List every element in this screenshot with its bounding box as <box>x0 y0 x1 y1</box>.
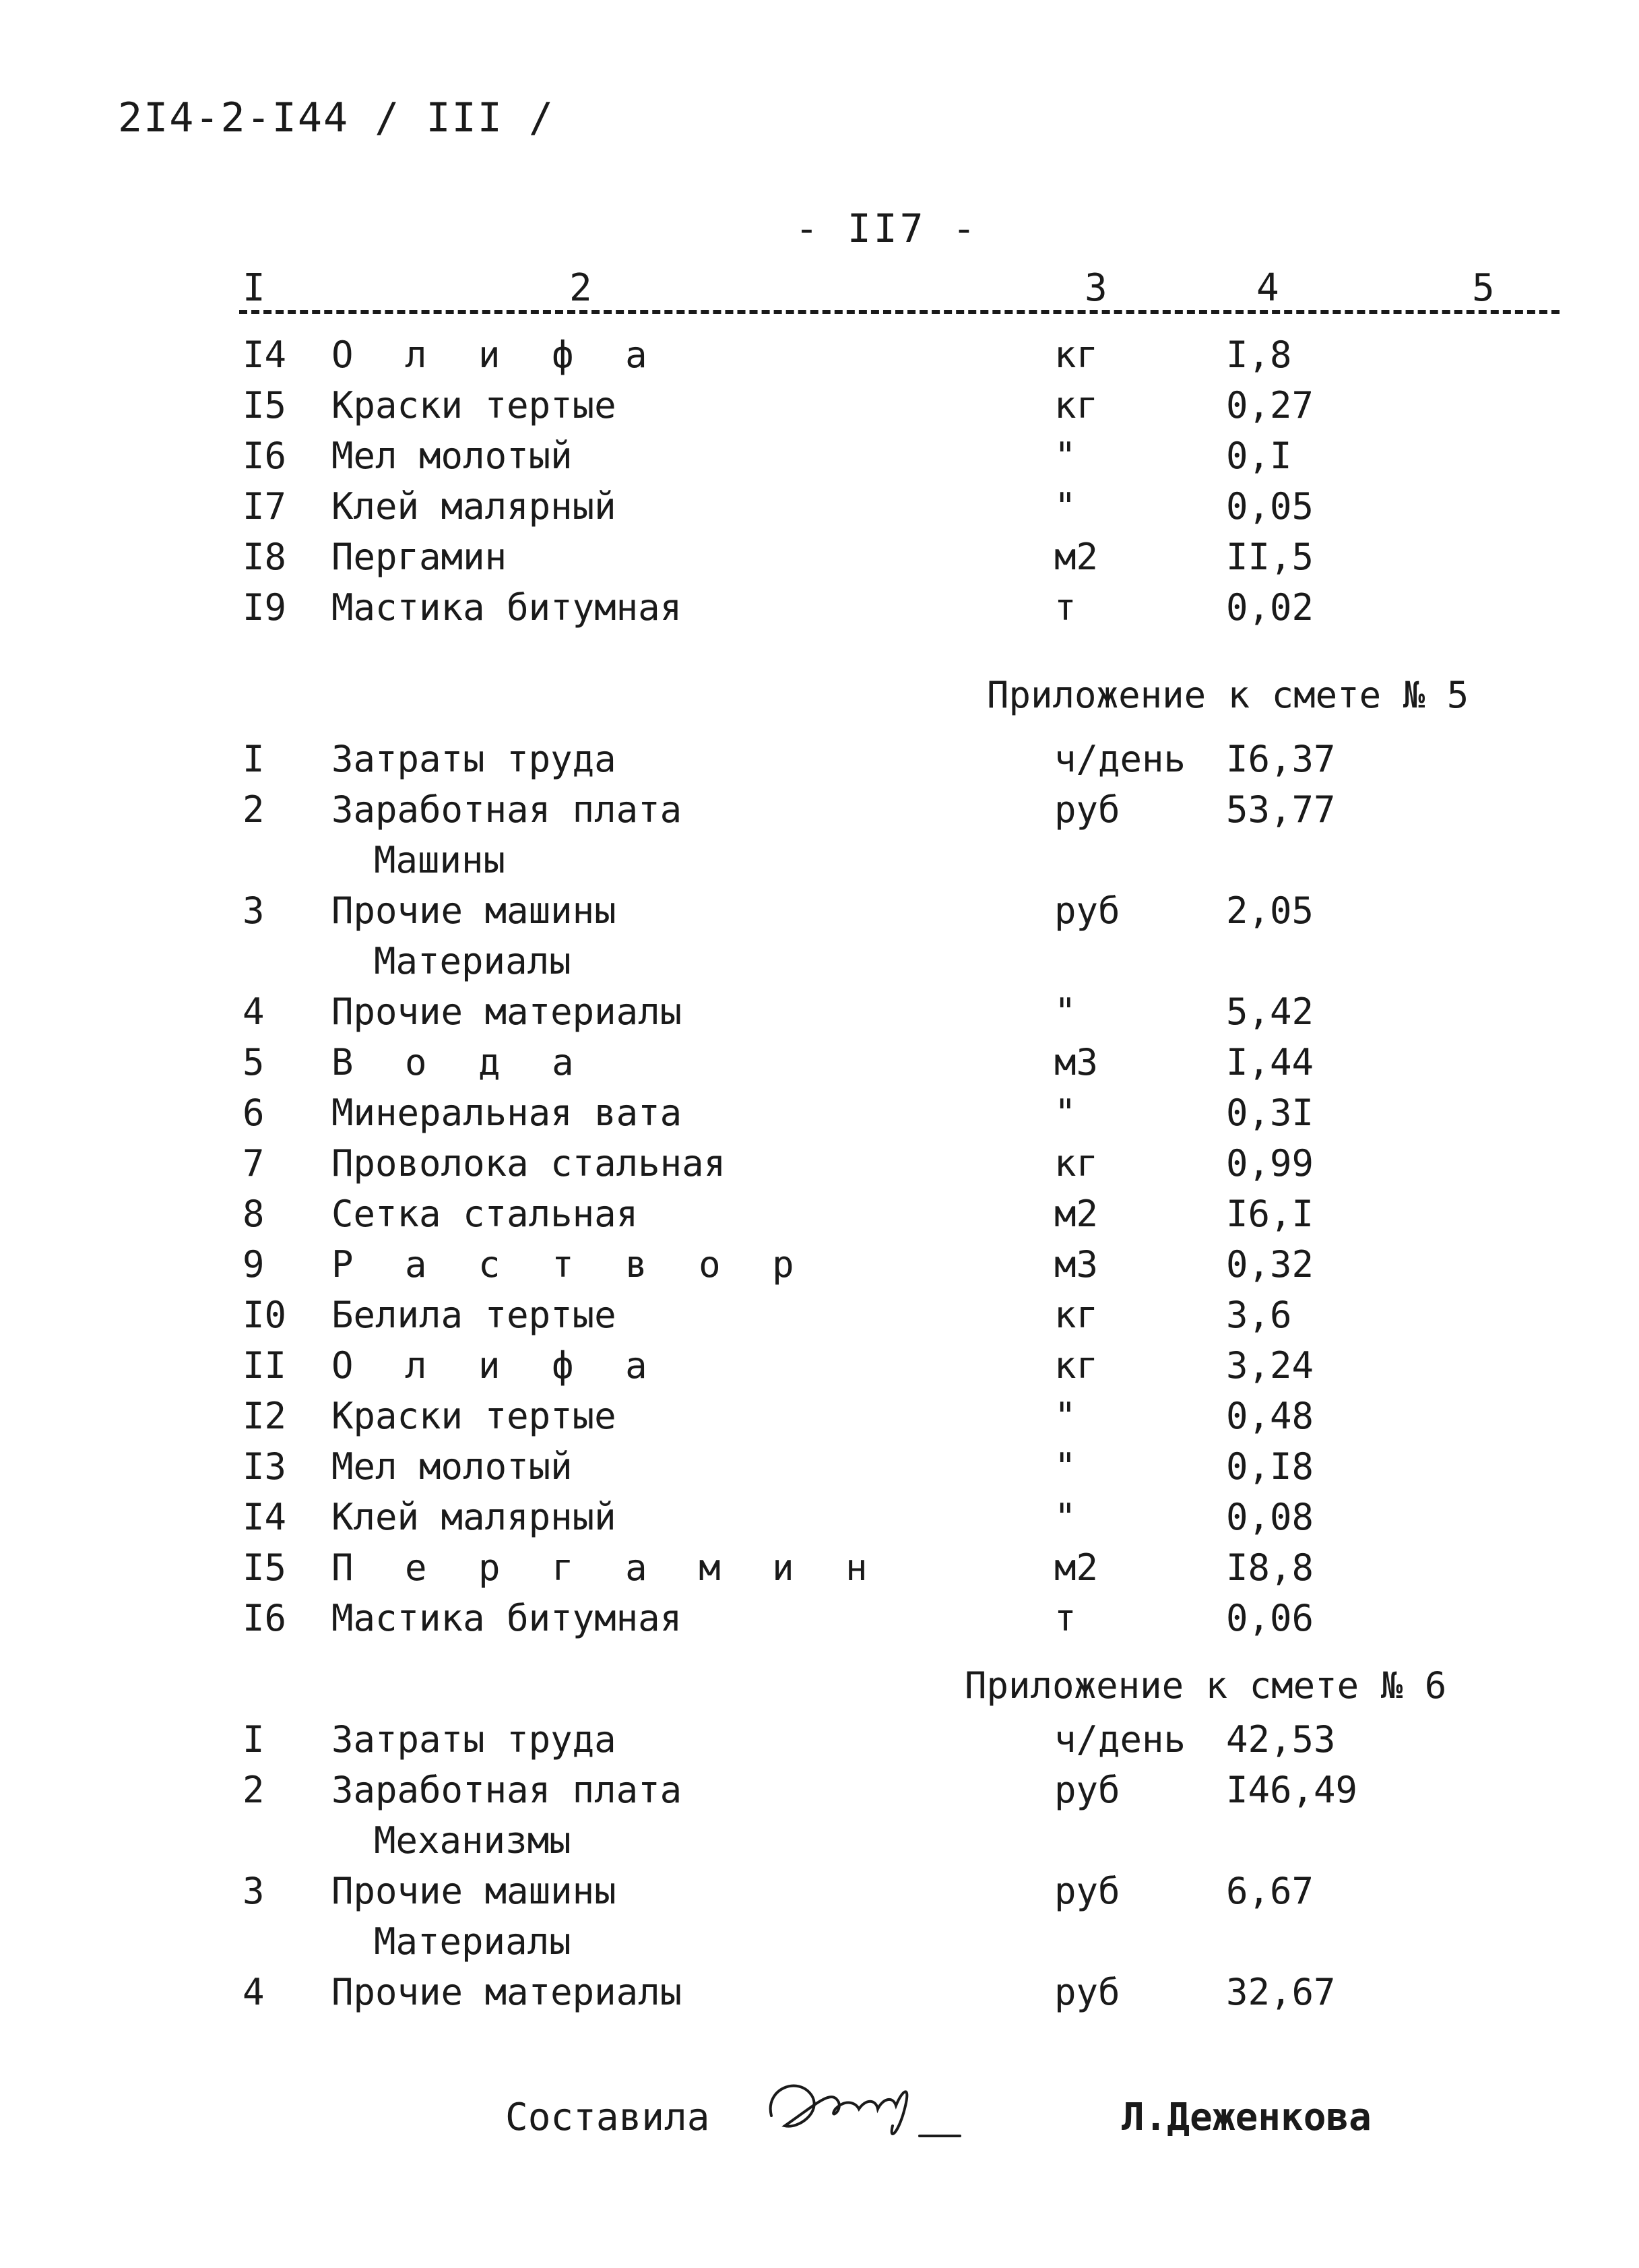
row-number: I4 <box>243 1496 287 1538</box>
row-name: О л и ф а <box>331 334 662 376</box>
row-name: Прочие машины <box>331 1870 616 1912</box>
table-row <box>0 1546 1639 1597</box>
row-number: 7 <box>243 1142 265 1185</box>
table-row <box>0 1344 1639 1395</box>
row-value: 0,02 <box>1226 586 1314 629</box>
table-row <box>0 435 1639 485</box>
row-unit: " <box>1054 485 1076 528</box>
row-unit: " <box>1054 435 1076 477</box>
table-row <box>0 586 1639 637</box>
row-name: Мастика битумная <box>331 1597 682 1639</box>
row-unit: м3 <box>1054 1243 1099 1286</box>
row-number: 9 <box>243 1243 265 1286</box>
row-number: I0 <box>243 1294 287 1336</box>
compiler-name: Л.Деженкова <box>1122 2096 1372 2139</box>
row-value: II,5 <box>1226 536 1314 578</box>
table-row <box>0 1718 1639 1769</box>
row-name: Прочие материалы <box>331 990 682 1033</box>
compiled-by-label: Составила <box>505 2096 710 2139</box>
row-number: 5 <box>243 1041 265 1083</box>
table-row <box>0 1971 1639 2021</box>
row-unit: кг <box>1054 384 1099 427</box>
row-name: Р а с т в о р <box>331 1243 809 1286</box>
row-number: I5 <box>243 1546 287 1589</box>
row-number: 6 <box>243 1092 265 1134</box>
row-name: Мастика битумная <box>331 586 682 629</box>
row-name: Сетка стальная <box>331 1193 639 1235</box>
row-number: I <box>243 1718 265 1761</box>
row-name: В о д а <box>331 1041 589 1083</box>
row-number: I6 <box>243 1597 287 1639</box>
row-name: Заработная плата <box>331 788 682 831</box>
row-number: I8 <box>243 536 287 578</box>
table-row <box>0 1496 1639 1546</box>
row-name: Мел молотый <box>331 435 573 477</box>
row-value: 2,05 <box>1226 889 1314 932</box>
row-name: Минеральная вата <box>331 1092 682 1134</box>
row-number: I <box>243 738 265 780</box>
table-row <box>0 1193 1639 1243</box>
row-number: I9 <box>243 586 287 629</box>
row-unit: м2 <box>1054 536 1099 578</box>
row-name: Материалы <box>374 1920 571 1963</box>
row-value: 0,08 <box>1226 1496 1314 1538</box>
table-row <box>0 1819 1639 1870</box>
row-value: 0,48 <box>1226 1395 1314 1437</box>
row-name: Проволока стальная <box>331 1142 726 1185</box>
row-number: 4 <box>243 990 265 1033</box>
table-row <box>0 1243 1639 1294</box>
table-row <box>0 788 1639 839</box>
appendix-heading-6: Приложение к смете № 6 <box>965 1664 1447 1707</box>
table-row <box>0 889 1639 940</box>
table-row <box>0 1395 1639 1445</box>
row-unit: м2 <box>1054 1193 1099 1235</box>
row-value: I6,I <box>1226 1193 1314 1235</box>
row-name: Белила тертые <box>331 1294 616 1336</box>
row-unit: " <box>1054 1496 1076 1538</box>
row-number: II <box>243 1344 287 1387</box>
row-number: I4 <box>243 334 287 376</box>
table-row <box>0 1445 1639 1496</box>
table-row <box>0 536 1639 586</box>
row-value: 3,24 <box>1226 1344 1314 1387</box>
row-number: I6 <box>243 435 287 477</box>
row-number: I7 <box>243 485 287 528</box>
row-value: 0,I8 <box>1226 1445 1314 1488</box>
row-number: 4 <box>243 1971 265 2013</box>
row-number: I5 <box>243 384 287 427</box>
row-unit: м3 <box>1054 1041 1099 1083</box>
appendix-heading-5: Приложение к смете № 5 <box>987 674 1469 716</box>
row-name: Машины <box>374 839 506 881</box>
table-row <box>0 1294 1639 1344</box>
row-name: Заработная плата <box>331 1769 682 1811</box>
row-name: Материалы <box>374 940 571 982</box>
header-divider <box>239 310 1560 314</box>
table-row <box>0 1092 1639 1142</box>
table-row <box>0 485 1639 536</box>
row-unit: руб <box>1054 1769 1120 1811</box>
row-name: Затраты труда <box>331 1718 616 1761</box>
table-row <box>0 1041 1639 1092</box>
row-number: 3 <box>243 889 265 932</box>
row-name: Клей малярный <box>331 1496 616 1538</box>
column-header-5: 5 <box>1472 266 1495 310</box>
row-unit: ч/день <box>1054 738 1186 780</box>
row-unit: кг <box>1054 1142 1099 1185</box>
page-number: - II7 - <box>795 206 979 251</box>
table-row <box>0 1142 1639 1193</box>
row-value: 5,42 <box>1226 990 1314 1033</box>
row-unit: т <box>1054 1597 1076 1639</box>
row-unit: ч/день <box>1054 1718 1186 1761</box>
row-name: О л и ф а <box>331 1344 662 1387</box>
table-row <box>0 334 1639 384</box>
row-unit: " <box>1054 1445 1076 1488</box>
row-value: 53,77 <box>1226 788 1336 831</box>
row-unit: кг <box>1054 1344 1099 1387</box>
row-unit: " <box>1054 990 1076 1033</box>
row-value: 3,6 <box>1226 1294 1292 1336</box>
row-value: I,8 <box>1226 334 1292 376</box>
row-name: Мел молотый <box>331 1445 573 1488</box>
row-name: Пергамин <box>331 536 507 578</box>
row-name: Краски тертые <box>331 1395 616 1437</box>
row-value: I46,49 <box>1226 1769 1358 1811</box>
column-header-3: 3 <box>1085 266 1107 310</box>
row-value: 0,I <box>1226 435 1292 477</box>
row-value: 42,53 <box>1226 1718 1336 1761</box>
row-unit: " <box>1054 1395 1076 1437</box>
row-number: I2 <box>243 1395 287 1437</box>
row-value: 0,3I <box>1226 1092 1314 1134</box>
row-value: 0,06 <box>1226 1597 1314 1639</box>
row-value: 0,99 <box>1226 1142 1314 1185</box>
document-code: 2I4-2-I44 / III / <box>118 94 555 141</box>
row-value: 0,05 <box>1226 485 1314 528</box>
table-row <box>0 940 1639 990</box>
table-row <box>0 1870 1639 1920</box>
row-value: I8,8 <box>1226 1546 1314 1589</box>
table-row <box>0 1920 1639 1971</box>
row-value: I6,37 <box>1226 738 1336 780</box>
row-number: 2 <box>243 1769 265 1811</box>
table-row <box>0 738 1639 788</box>
row-unit: м2 <box>1054 1546 1099 1589</box>
table-row <box>0 990 1639 1041</box>
row-name: Затраты труда <box>331 738 616 780</box>
column-header-4: 4 <box>1256 266 1279 310</box>
row-name: Механизмы <box>374 1819 571 1862</box>
row-unit: руб <box>1054 1971 1120 2013</box>
row-number: I3 <box>243 1445 287 1488</box>
row-value: 32,67 <box>1226 1971 1336 2013</box>
row-name: Краски тертые <box>331 384 616 427</box>
row-name: П е р г а м и н <box>331 1546 882 1589</box>
row-value: 6,67 <box>1226 1870 1314 1912</box>
row-name: Клей малярный <box>331 485 616 528</box>
row-unit: " <box>1054 1092 1076 1134</box>
row-unit: руб <box>1054 889 1120 932</box>
row-number: 8 <box>243 1193 265 1235</box>
row-number: 3 <box>243 1870 265 1912</box>
table-row <box>0 839 1639 889</box>
table-row <box>0 384 1639 435</box>
row-unit: руб <box>1054 1870 1120 1912</box>
column-header-1: I <box>243 266 265 310</box>
row-value: 0,27 <box>1226 384 1314 427</box>
signature <box>758 2062 980 2149</box>
row-value: I,44 <box>1226 1041 1314 1083</box>
row-number: 2 <box>243 788 265 831</box>
row-name: Прочие материалы <box>331 1971 682 2013</box>
row-unit: кг <box>1054 334 1099 376</box>
row-unit: руб <box>1054 788 1120 831</box>
table-row <box>0 1597 1639 1647</box>
row-value: 0,32 <box>1226 1243 1314 1286</box>
row-name: Прочие машины <box>331 889 616 932</box>
table-row <box>0 1769 1639 1819</box>
row-unit: т <box>1054 586 1076 629</box>
row-unit: кг <box>1054 1294 1099 1336</box>
column-header-2: 2 <box>569 266 592 310</box>
